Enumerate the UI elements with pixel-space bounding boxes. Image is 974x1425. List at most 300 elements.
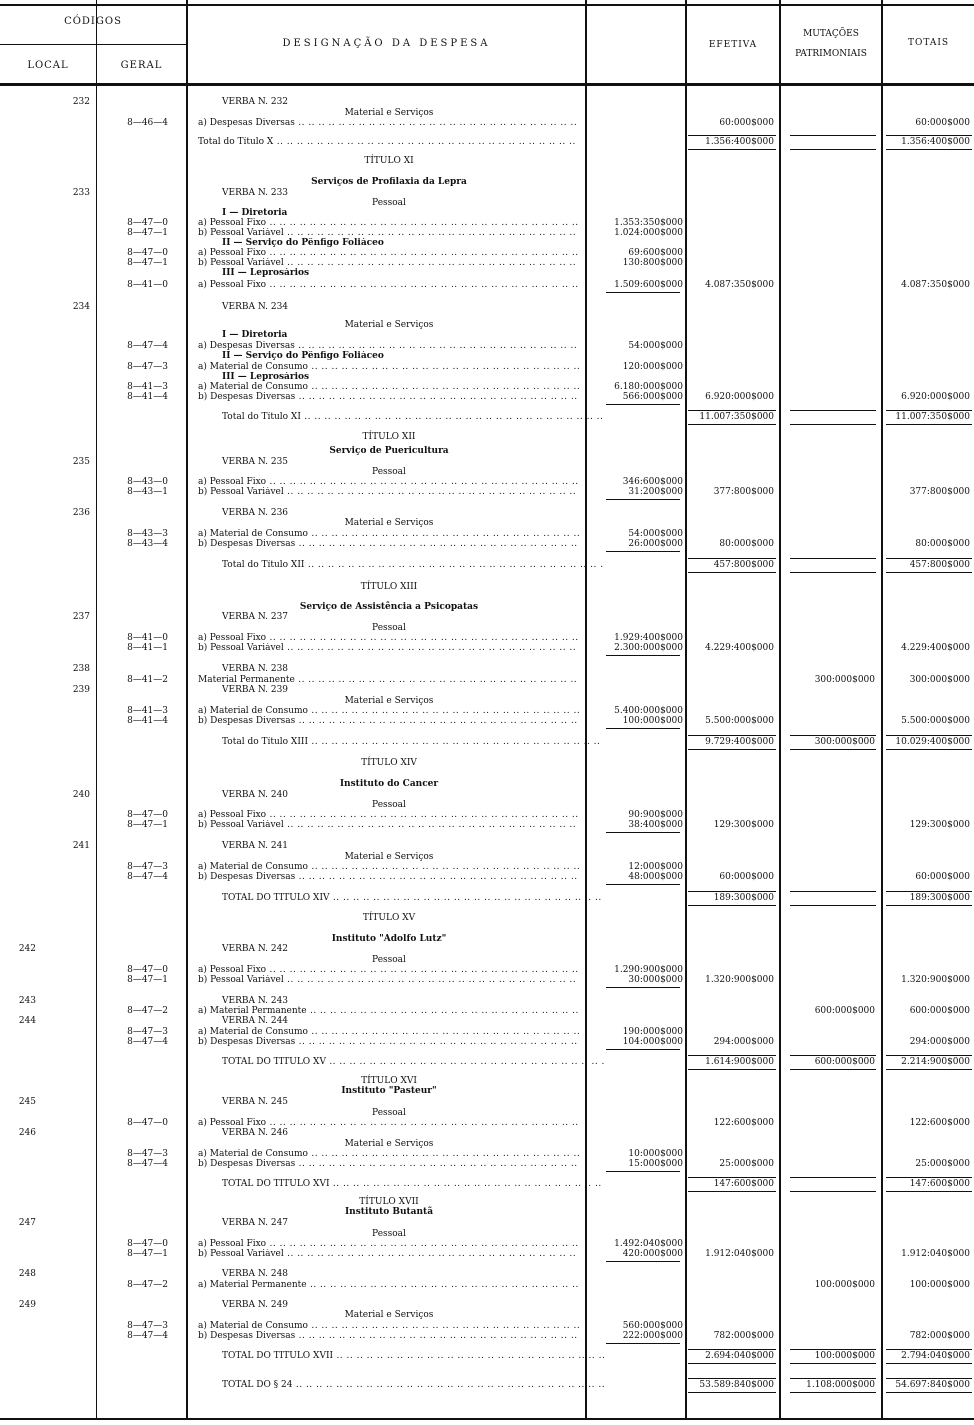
efetiva-amount: 5.500:000$000: [705, 716, 774, 726]
total-amount: 189:300$000: [909, 893, 970, 903]
code-geral: 8—43—1: [127, 487, 168, 497]
code-local: 243: [18, 996, 36, 1006]
expense-description: III — Leprosários: [222, 268, 310, 278]
mut-total-rule: [790, 1191, 876, 1192]
efetiva-total-rule: [688, 1055, 776, 1056]
efetiva-amount: 53.589:840$000: [699, 1380, 774, 1390]
partial-sum-rule: [606, 551, 680, 552]
expense-description: Material Permanente .. ..: [198, 675, 580, 686]
mut-total-rule: [790, 572, 876, 573]
partial-amount: 190:000$000: [622, 1027, 683, 1037]
header-local: LOCAL: [27, 60, 69, 71]
code-local: 239: [72, 685, 90, 695]
table-row: [0, 518, 974, 529]
code-geral: 8—41—4: [127, 392, 168, 402]
mut-total-rule: [790, 749, 876, 750]
table-row: [0, 539, 974, 550]
code-geral: 8—47—4: [127, 1159, 168, 1169]
code-local: 235: [72, 457, 90, 467]
code-local: 245: [18, 1097, 36, 1107]
expense-description: VERBA N. 246: [222, 1128, 289, 1138]
code-geral: 8—47—4: [127, 341, 168, 351]
expense-description: VERBA N. 232: [222, 97, 289, 107]
code-geral: 8—41—1: [127, 643, 168, 653]
total-amount: 147:600$000: [909, 1179, 970, 1189]
code-geral: 8—47—0: [127, 965, 168, 975]
expense-description: Material e Serviços: [344, 108, 434, 118]
expense-description: Material e Serviços: [344, 696, 434, 706]
expense-description: VERBA N. 245: [222, 1097, 289, 1107]
total-amount: 129:300$000: [909, 820, 970, 830]
efetiva-total-rule: [688, 424, 776, 425]
code-geral: 8—41—0: [127, 280, 168, 290]
efetiva-total-rule: [688, 1349, 776, 1350]
table-row: [0, 1351, 974, 1362]
partial-amount: 346:600$000: [622, 477, 683, 487]
totais-total-rule: [886, 572, 972, 573]
totais-total-rule: [886, 1363, 972, 1364]
expense-description: a) Pessoal Fixo .. ..: [198, 965, 580, 976]
table-row: [0, 487, 974, 498]
mut-total-rule: [790, 558, 876, 559]
total-amount: 1.320:900$000: [901, 975, 970, 985]
expense-description: Total do Título XIII .. ..: [198, 737, 604, 748]
expense-description: Pessoal: [372, 800, 406, 810]
efetiva-total-rule: [688, 1069, 776, 1070]
expense-description: Total do Título XI .. ..: [198, 412, 604, 423]
expense-description: VERBA N. 238: [222, 664, 289, 674]
expense-description: a) Pessoal Fixo .. ..: [198, 248, 580, 259]
table-row: [0, 872, 974, 883]
table-row: [0, 841, 974, 852]
expense-description: a) Material Permanente .. ..: [198, 1006, 580, 1017]
partial-amount: 560:000$000: [622, 1321, 683, 1331]
header-codigos: CÓDIGOS: [64, 16, 122, 27]
table-row: [0, 280, 974, 291]
partial-amount: 5.400:000$000: [614, 706, 683, 716]
efetiva-total-rule: [688, 1191, 776, 1192]
table-row: [0, 268, 974, 279]
header-designacao: DESIGNAÇÃO DA DESPESA: [282, 38, 491, 49]
code-geral: 8—47—1: [127, 975, 168, 985]
partial-amount: 12:000$000: [628, 862, 683, 872]
efetiva-total-rule: [688, 149, 776, 150]
table-row: [0, 97, 974, 108]
code-local: 240: [72, 790, 90, 800]
mut-total-rule: [790, 1363, 876, 1364]
total-amount: 4.087:350$000: [901, 280, 970, 290]
expense-description: a) Material de Consumo .. ..: [198, 1321, 580, 1332]
code-local: 244: [18, 1016, 36, 1026]
totais-total-rule: [886, 1378, 972, 1379]
mut-total-rule: [790, 1055, 876, 1056]
partial-amount: 38:400$000: [628, 820, 683, 830]
code-local: 246: [18, 1128, 36, 1138]
mutacoes-amount: 100:000$000: [814, 1351, 875, 1361]
table-row: [0, 975, 974, 986]
total-amount: 294:000$000: [909, 1037, 970, 1047]
total-amount: 122:600$000: [909, 1118, 970, 1128]
totais-total-rule: [886, 1191, 972, 1192]
efetiva-amount: 80:000$000: [719, 539, 774, 549]
expense-description: Pessoal: [372, 955, 406, 965]
total-amount: 54.697:840$000: [895, 1380, 970, 1390]
table-row: [0, 560, 974, 571]
table-row: [0, 664, 974, 675]
table-row: [0, 302, 974, 313]
expense-description: a) Material de Consumo .. ..: [198, 529, 580, 540]
totais-total-rule: [886, 149, 972, 150]
table-row: [0, 1249, 974, 1260]
totais-total-rule: [886, 1177, 972, 1178]
table-row: [0, 1218, 974, 1229]
code-geral: 8—47—1: [127, 228, 168, 238]
expense-description: VERBA N. 249: [222, 1300, 289, 1310]
code-geral: 8—47—3: [127, 862, 168, 872]
table-row: [0, 737, 974, 748]
mut-total-rule: [790, 1392, 876, 1393]
expense-description: a) Material de Consumo .. ..: [198, 862, 580, 873]
partial-amount: 130:800$000: [622, 258, 683, 268]
efetiva-amount: 294:000$000: [713, 1037, 774, 1047]
total-amount: 5.500:000$000: [901, 716, 970, 726]
expense-description: TOTAL DO TÍTULO XIV .. ..: [198, 893, 604, 904]
code-geral: 8—47—3: [127, 1149, 168, 1159]
expense-description: VERBA N. 243: [222, 996, 289, 1006]
code-geral: 8—41—0: [127, 633, 168, 643]
code-geral: 8—47—0: [127, 248, 168, 258]
partial-sum-rule: [606, 1171, 680, 1172]
mutacoes-amount: 600:000$000: [814, 1057, 875, 1067]
code-geral: 8—47—3: [127, 1321, 168, 1331]
expense-description: b) Pessoal Variável .. ..: [198, 820, 580, 831]
partial-amount: 69:600$000: [628, 248, 683, 258]
efetiva-amount: 11.007:350$000: [699, 412, 774, 422]
efetiva-total-rule: [688, 572, 776, 573]
expense-description: Serviço de Assistência a Psicopatas: [299, 602, 479, 612]
totais-total-rule: [886, 891, 972, 892]
expense-description: VERBA N. 241: [222, 841, 289, 851]
total-amount: 25:000$000: [915, 1159, 970, 1169]
efetiva-amount: 4.229:400$000: [705, 643, 774, 653]
expense-description: TOTAL DO TÍTULO XV .. ..: [198, 1057, 604, 1068]
total-amount: 6.920:000$000: [901, 392, 970, 402]
expense-description: TÍTULO XIV: [361, 758, 417, 768]
totais-total-rule: [886, 749, 972, 750]
partial-amount: 90:900$000: [628, 810, 683, 820]
table-row: [0, 446, 974, 457]
expense-description: VERBA N. 242: [222, 944, 289, 954]
header-totais: TOTAIS: [907, 38, 950, 48]
partial-amount: 54:000$000: [628, 529, 683, 539]
table-row: [0, 582, 974, 593]
total-amount: 2.794:040$000: [901, 1351, 970, 1361]
mut-total-rule: [790, 149, 876, 150]
efetiva-amount: 60:000$000: [719, 872, 774, 882]
partial-amount: 104:000$000: [622, 1037, 683, 1047]
total-amount: 457:800$000: [909, 560, 970, 570]
efetiva-amount: 129:300$000: [713, 820, 774, 830]
code-local: 237: [72, 612, 90, 622]
total-amount: 60:000$000: [915, 872, 970, 882]
expense-description: Serviços de Profilaxia da Lepra: [311, 177, 467, 187]
code-geral: 8—47—3: [127, 1027, 168, 1037]
expense-description: a) Pessoal Fixo .. ..: [198, 218, 580, 229]
mut-total-rule: [790, 735, 876, 736]
efetiva-amount: 1.320:900$000: [705, 975, 774, 985]
totais-total-rule: [886, 424, 972, 425]
code-geral: 8—47—4: [127, 872, 168, 882]
expense-description: Instituto "Pasteur": [341, 1086, 437, 1096]
partial-amount: 420:000$000: [622, 1249, 683, 1259]
partial-sum-rule: [606, 292, 680, 293]
partial-amount: 566:000$000: [622, 392, 683, 402]
totais-total-rule: [886, 135, 972, 136]
expense-description: TÍTULO XVI: [361, 1076, 417, 1086]
code-geral: 8—47—0: [127, 1239, 168, 1249]
expense-description: VERBA N. 248: [222, 1269, 289, 1279]
expense-description: a) Material Permanente .. ..: [198, 1280, 580, 1291]
efetiva-amount: 25:000$000: [719, 1159, 774, 1169]
code-local: 248: [18, 1269, 36, 1279]
efetiva-amount: 4.087:350$000: [705, 280, 774, 290]
efetiva-total-rule: [688, 558, 776, 559]
mutacoes-amount: 1.108:000$000: [806, 1380, 875, 1390]
partial-sum-rule: [606, 404, 680, 405]
table-row: [0, 1380, 974, 1391]
table-row: [0, 1086, 974, 1097]
mut-total-rule: [790, 424, 876, 425]
expense-description: TÍTULO XVII: [359, 1197, 419, 1207]
table-row: [0, 685, 974, 696]
partial-sum-rule: [606, 1261, 680, 1262]
table-row: [0, 643, 974, 654]
expense-description: Total do Título XII .. ..: [198, 560, 604, 571]
expense-description: Pessoal: [372, 1229, 406, 1239]
header-geral: GERAL: [120, 60, 163, 71]
expense-description: I — Diretoria: [222, 330, 288, 340]
efetiva-amount: 2.694:040$000: [705, 1351, 774, 1361]
expense-description: a) Despesas Diversas .. ..: [198, 118, 580, 129]
expense-description: TOTAL DO TÍTULO XVI .. ..: [198, 1179, 604, 1190]
total-amount: 11.007:350$000: [895, 412, 970, 422]
mut-total-rule: [790, 905, 876, 906]
efetiva-amount: 782:000$000: [713, 1331, 774, 1341]
totais-total-rule: [886, 410, 972, 411]
totais-total-rule: [886, 735, 972, 736]
code-geral: 8—43—4: [127, 539, 168, 549]
code-geral: 8—47—0: [127, 218, 168, 228]
expense-description: b) Pessoal Variável .. ..: [198, 643, 580, 654]
expense-description: VERBA N. 240: [222, 790, 289, 800]
efetiva-total-rule: [688, 735, 776, 736]
code-geral: 8—47—0: [127, 1118, 168, 1128]
expense-description: Pessoal: [372, 198, 406, 208]
header-efetiva: EFETIVA: [708, 40, 758, 50]
table-row: [0, 1097, 974, 1108]
partial-sum-rule: [606, 655, 680, 656]
efetiva-amount: 60:000$000: [719, 118, 774, 128]
expense-description: III — Leprosários: [222, 372, 310, 382]
code-geral: 8—43—0: [127, 477, 168, 487]
mutacoes-amount: 600:000$000: [814, 1006, 875, 1016]
efetiva-amount: 377:800$000: [713, 487, 774, 497]
expense-description: b) Despesas Diversas .. ..: [198, 392, 580, 403]
table-row: [0, 758, 974, 769]
code-geral: 8—47—2: [127, 1280, 168, 1290]
header-patrimoniais: PATRIMONIAIS: [795, 49, 867, 59]
efetiva-total-rule: [688, 905, 776, 906]
efetiva-amount: 1.356:400$000: [705, 137, 774, 147]
expense-description: b) Despesas Diversas .. ..: [198, 539, 580, 550]
partial-amount: 10:000$000: [628, 1149, 683, 1159]
expense-description: Serviço de Puericultura: [329, 446, 449, 456]
expense-description: Instituto "Adolfo Lutz": [331, 934, 447, 944]
mut-total-rule: [790, 410, 876, 411]
table-row: [0, 820, 974, 831]
top-rule: [0, 4, 974, 6]
totais-total-rule: [886, 905, 972, 906]
expense-description: Pessoal: [372, 1108, 406, 1118]
table-row: [0, 392, 974, 403]
partial-sum-rule: [606, 987, 680, 988]
total-amount: 100:000$000: [909, 1280, 970, 1290]
total-amount: 300:000$000: [909, 675, 970, 685]
expense-description: a) Pessoal Fixo .. ..: [198, 810, 580, 821]
mut-total-rule: [790, 1349, 876, 1350]
efetiva-amount: 9.729:400$000: [705, 737, 774, 747]
table-row: [0, 118, 974, 129]
expense-description: Total do Título X .. ..: [198, 137, 580, 148]
expense-description: TOTAL DO § 24 .. ..: [198, 1380, 604, 1391]
efetiva-amount: 122:600$000: [713, 1118, 774, 1128]
code-local: 236: [72, 508, 90, 518]
expense-description: a) Pessoal Fixo .. ..: [198, 280, 580, 291]
efetiva-amount: 147:600$000: [713, 1179, 774, 1189]
partial-amount: 222:000$000: [622, 1331, 683, 1341]
table-row: [0, 1159, 974, 1170]
expense-description: a) Pessoal Fixo .. ..: [198, 1118, 580, 1129]
expense-description: b) Despesas Diversas .. ..: [198, 1331, 580, 1342]
total-amount: 60:000$000: [915, 118, 970, 128]
partial-sum-rule: [606, 1049, 680, 1050]
table-row: [0, 1016, 974, 1027]
code-geral: 8—43—3: [127, 529, 168, 539]
expense-description: I — Diretoria: [222, 208, 288, 218]
code-geral: 8—41—3: [127, 382, 168, 392]
expense-description: VERBA N. 239: [222, 685, 289, 695]
totais-total-rule: [886, 1055, 972, 1056]
code-geral: 8—41—2: [127, 675, 168, 685]
expense-description: Material e Serviços: [344, 518, 434, 528]
partial-amount: 15:000$000: [628, 1159, 683, 1169]
partial-sum-rule: [606, 499, 680, 500]
expense-description: b) Despesas Diversas .. ..: [198, 716, 580, 727]
table-row: [0, 1179, 974, 1190]
total-amount: 377:800$000: [909, 487, 970, 497]
table-row: [0, 716, 974, 727]
expense-description: a) Despesas Diversas .. ..: [198, 341, 580, 352]
expense-description: Material e Serviços: [344, 320, 434, 330]
table-row: [0, 156, 974, 167]
expense-description: a) Material de Consumo .. ..: [198, 1027, 580, 1038]
expense-description: VERBA N. 235: [222, 457, 289, 467]
table-row: [0, 432, 974, 443]
expense-description: TÍTULO XIII: [360, 582, 418, 592]
expense-description: TÍTULO XII: [362, 432, 416, 442]
efetiva-total-rule: [688, 135, 776, 136]
partial-amount: 100:000$000: [622, 716, 683, 726]
efetiva-amount: 457:800$000: [713, 560, 774, 570]
expense-description: VERBA N. 237: [222, 612, 289, 622]
code-geral: 8—47—1: [127, 820, 168, 830]
table-row: [0, 913, 974, 924]
total-amount: 10.029:400$000: [895, 737, 970, 747]
mut-total-rule: [790, 891, 876, 892]
code-geral: 8—47—0: [127, 810, 168, 820]
efetiva-total-rule: [688, 1378, 776, 1379]
table-row: [0, 1207, 974, 1218]
mutacoes-amount: 300:000$000: [814, 737, 875, 747]
efetiva-total-rule: [688, 1177, 776, 1178]
efetiva-amount: 6.920:000$000: [705, 392, 774, 402]
partial-amount: 30:000$000: [628, 975, 683, 985]
code-geral: 8—46—4: [127, 118, 168, 128]
expense-description: a) Material de Consumo .. ..: [198, 706, 580, 717]
code-geral: 8—47—3: [127, 362, 168, 372]
expense-description: b) Pessoal Variável .. ..: [198, 487, 580, 498]
expense-description: VERBA N. 247: [222, 1218, 289, 1228]
expense-description: b) Despesas Diversas .. ..: [198, 872, 580, 883]
partial-amount: 1.929:400$000: [614, 633, 683, 643]
partial-amount: 31:200$000: [628, 487, 683, 497]
header-bottom-rule: [0, 83, 974, 86]
partial-amount: 1.353:350$000: [614, 218, 683, 228]
expense-description: b) Pessoal Variável .. ..: [198, 228, 580, 239]
partial-amount: 54:000$000: [628, 341, 683, 351]
total-amount: 1.912:040$000: [901, 1249, 970, 1259]
table-row: [0, 1128, 974, 1139]
expense-description: VERBA N. 236: [222, 508, 289, 518]
partial-amount: 1.290:900$000: [614, 965, 683, 975]
expense-description: a) Material de Consumo .. ..: [198, 362, 580, 373]
expense-description: Pessoal: [372, 467, 406, 477]
table-row: [0, 893, 974, 904]
expense-description: Material e Serviços: [344, 1139, 434, 1149]
code-geral: 8—41—3: [127, 706, 168, 716]
total-amount: 600:000$000: [909, 1006, 970, 1016]
efetiva-amount: 189:300$000: [713, 893, 774, 903]
expense-description: b) Pessoal Variável .. ..: [198, 975, 580, 986]
efetiva-total-rule: [688, 1392, 776, 1393]
efetiva-total-rule: [688, 410, 776, 411]
table-row: [0, 1057, 974, 1068]
code-geral: 8—47—4: [127, 1037, 168, 1047]
totais-total-rule: [886, 1392, 972, 1393]
expense-description: Material e Serviços: [344, 1310, 434, 1320]
mutacoes-amount: 300:000$000: [814, 675, 875, 685]
partial-amount: 1.024:000$000: [614, 228, 683, 238]
partial-amount: 6.180:000$000: [614, 382, 683, 392]
expense-description: TOTAL DO TÍTULO XVII .. ..: [198, 1351, 604, 1362]
table-row: [0, 177, 974, 188]
expense-description: VERBA N. 233: [222, 188, 289, 198]
mut-total-rule: [790, 1378, 876, 1379]
totais-total-rule: [886, 1349, 972, 1350]
table-row: [0, 412, 974, 423]
partial-sum-rule: [606, 884, 680, 885]
codigos-rule: [0, 44, 186, 45]
